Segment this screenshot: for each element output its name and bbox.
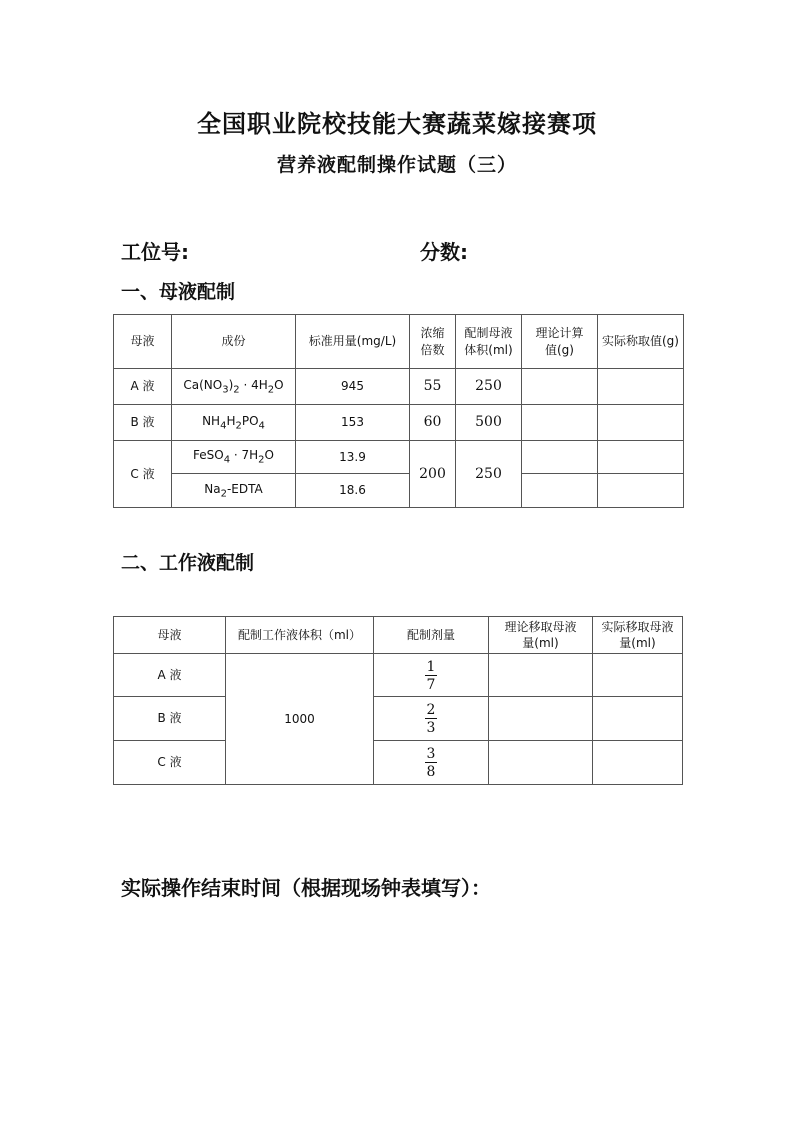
- dose-fraction: $\frac{1}{7}$: [426, 658, 436, 693]
- component-cell: $Ca(NO_3)_2 \cdot 4H_2O$: [172, 369, 296, 405]
- component-cell: FeSO$_4$ · $7H_2O$: [172, 441, 296, 474]
- score-label: 分数:: [420, 240, 468, 264]
- table-row: [114, 654, 683, 697]
- liquid-cell: A 液: [114, 369, 172, 405]
- table-row: [114, 474, 684, 508]
- header-cell: 母液: [114, 617, 226, 654]
- amount-cell: 18.6: [296, 474, 410, 508]
- liquid-cell: C 液: [114, 741, 226, 785]
- theory-volume-cell[interactable]: [489, 654, 593, 697]
- amount-cell: 13.9: [296, 441, 410, 474]
- ratio-cell: 200: [410, 441, 456, 508]
- actual-value-cell[interactable]: [598, 474, 684, 508]
- actual-volume-cell[interactable]: [593, 654, 683, 697]
- volume-cell: 500: [456, 405, 522, 441]
- section1-heading: 一、母液配制: [121, 281, 236, 303]
- theory-value-cell[interactable]: [522, 474, 598, 508]
- table-row: [114, 697, 683, 741]
- volume-cell: 1000: [226, 654, 374, 785]
- table-row: [114, 369, 684, 405]
- amount-cell: 945: [296, 369, 410, 405]
- theory-value-cell[interactable]: [522, 405, 598, 441]
- table-row: [114, 741, 683, 785]
- table-header-row: [114, 315, 684, 369]
- actual-value-cell[interactable]: [598, 441, 684, 474]
- header-cell: 配制母液体积(ml): [456, 315, 522, 369]
- header-cell: 实际移取母液量(ml): [593, 617, 683, 654]
- station-label: 工位号:: [121, 240, 189, 264]
- header-cell: 配制剂量: [374, 617, 489, 654]
- dose-cell: [374, 654, 489, 697]
- table-row: [114, 405, 684, 441]
- header-cell: 标准用量(mg/L): [296, 315, 410, 369]
- dose-cell: [374, 741, 489, 785]
- theory-volume-cell[interactable]: [489, 741, 593, 785]
- dose-fraction: $\frac{3}{8}$: [426, 746, 436, 780]
- dose-fraction: $\frac{2}{3}$: [426, 702, 436, 736]
- table-row: [114, 441, 684, 474]
- stock-solution-table: [113, 314, 684, 508]
- theory-value-cell[interactable]: [522, 369, 598, 405]
- table-header-row: [114, 617, 683, 654]
- theory-volume-cell[interactable]: [489, 697, 593, 741]
- ratio-cell: 55: [410, 369, 456, 405]
- amount-cell: 153: [296, 405, 410, 441]
- end-time-label: 实际操作结束时间（根据现场钟表填写）：: [121, 876, 491, 900]
- header-cell: 理论移取母液量(ml): [489, 617, 593, 654]
- liquid-cell: A 液: [114, 654, 226, 697]
- theory-value-cell[interactable]: [522, 441, 598, 474]
- header-cell: 理论计算值(g): [522, 315, 598, 369]
- dose-cell: [374, 697, 489, 741]
- volume-cell: 250: [456, 441, 522, 508]
- component-cell: $NH_4H_2PO_4$: [172, 405, 296, 441]
- liquid-cell: B 液: [114, 697, 226, 741]
- liquid-cell: B 液: [114, 405, 172, 441]
- page-title: 全国职业院校技能大赛蔬菜嫁接赛项: [197, 110, 597, 138]
- actual-volume-cell[interactable]: [593, 697, 683, 741]
- header-cell: 浓缩倍数: [410, 315, 456, 369]
- volume-cell: 250: [456, 369, 522, 405]
- actual-value-cell[interactable]: [598, 369, 684, 405]
- ratio-cell: 60: [410, 405, 456, 441]
- header-cell: 母液: [114, 315, 172, 369]
- working-solution-table: [113, 616, 683, 785]
- actual-volume-cell[interactable]: [593, 741, 683, 785]
- component-cell: $Na_2$-EDTA: [172, 474, 296, 508]
- header-cell: 成份: [172, 315, 296, 369]
- page-subtitle: 营养液配制操作试题（三）: [276, 154, 517, 176]
- header-cell: 配制工作液体积（ml）: [226, 617, 374, 654]
- liquid-cell: C 液: [114, 441, 172, 508]
- section2-heading: 二、工作液配制: [121, 552, 255, 574]
- actual-value-cell[interactable]: [598, 405, 684, 441]
- header-cell: 实际称取值(g): [598, 315, 684, 369]
